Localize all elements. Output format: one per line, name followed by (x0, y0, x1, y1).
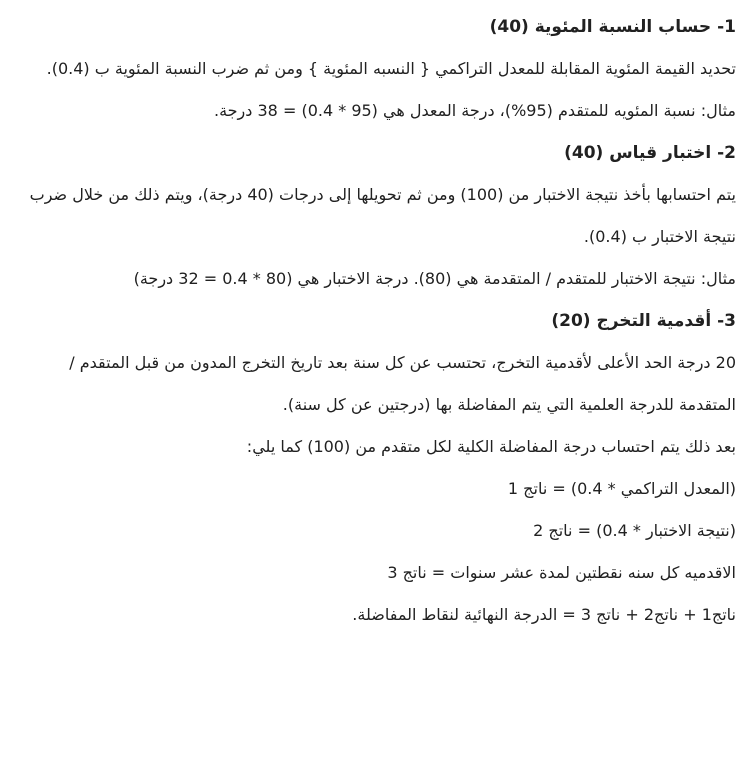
section-1-description: تحديد القيمة المئوية المقابلة للمعدل التراكمي { النسبه المئوية } ومن ثم ضرب النسبة المئوية ب (0.4). (46, 59, 736, 78)
total-score-intro: بعد ذلك يتم احتساب درجة المفاضلة الكلية لكل متقدم من (100) كما يلي: (246, 437, 736, 456)
section-3-heading: 3- أقدمية التخرج (20) (551, 311, 736, 331)
section-3-description: 20 درجة الحد الأعلى لأقدمية التخرج، تحتسب عن كل سنة بعد تاريخ التخرج المدون من قبل المتقدم / المتقدمة للدرجة العلمية التي يتم المفاضلة بها (درجتين عن كل سنة). (69, 353, 736, 414)
section-1-example: مثال: نسبة المئويه للمتقدم (95%)، درجة المعدل هي (95 * 0.4) = 38 درجة. (214, 101, 736, 120)
section-percentage-calculation (8, 6, 736, 132)
formula-result-1: (المعدل التراكمي * 0.4) = ناتج 1 (507, 479, 736, 498)
section-graduation-seniority (8, 300, 736, 636)
section-2-description: يتم احتسابها بأخذ نتيجة الاختبار من (100) ومن ثم تحويلها إلى درجات (40 درجة)، ويتم ذلك من خلال ضرب نتيجة الاختبار ب (0.4). (29, 185, 736, 246)
section-2-heading: 2- اختبار قياس (40) (564, 143, 736, 163)
section-1-heading: 1- حساب النسبة المئوية (40) (489, 17, 736, 37)
section-qiyas-test (8, 132, 736, 300)
formula-result-2: (نتيجة الاختبار * 0.4) = ناتج 2 (533, 521, 736, 540)
section-2-example: مثال: نتيجة الاختبار للمتقدم / المتقدمة هي (80). درجة الاختبار هي (80 * 0.4 = 32 درجة) (133, 269, 736, 288)
formula-result-3: الاقدميه كل سنه نقطتين لمدة عشر سنوات = ناتج 3 (387, 563, 736, 582)
formula-final-total: ناتج1 + ناتج2 + ناتج 3 = الدرجة النهائية لنقاط المفاضلة. (352, 605, 736, 624)
